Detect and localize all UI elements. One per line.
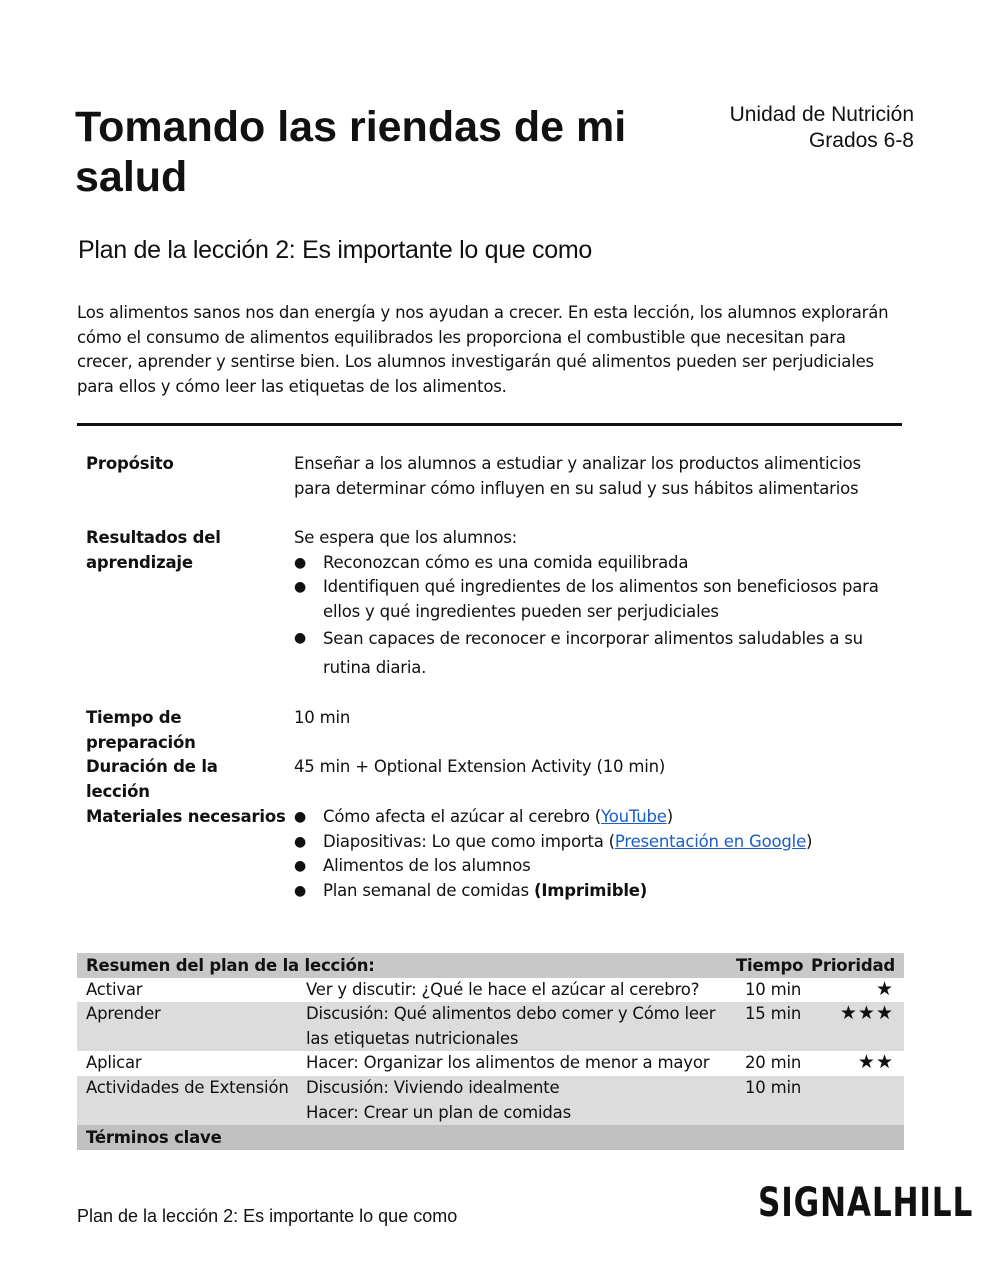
google-slides-link[interactable]: Presentación en Google [614, 831, 807, 851]
list-item: ● Alimentos de los alumnos [294, 854, 894, 879]
list-item: ● Sean capaces de reconocer e incorporar alimentos saludables a su rutina diaria. [294, 624, 894, 682]
grade-range: Grados 6-8 [808, 129, 914, 152]
lesson-subtitle: Plan de la lección 2: Es importante lo que como [78, 236, 592, 264]
summary-header: Resumen del plan de la lección: [86, 956, 375, 975]
prep-time-value: 10 min [294, 708, 351, 727]
purpose-label: Propósito [86, 454, 174, 473]
priority-column-header: Prioridad [811, 956, 895, 975]
footer-lesson-title: Plan de la lección 2: Es importante lo que como [77, 1206, 458, 1226]
outcomes-list [294, 551, 894, 683]
priority-stars: ★★ [857, 1051, 894, 1073]
table-row: Actividades de Extensión Discusión: Viviendo idealmente Hacer: Crear un plan de comidas 10 min [77, 1076, 904, 1125]
table-row: Aprender Discusión: Qué alimentos debo comer y Cómo leer las etiquetas nutricionales 15 min ★★★ [77, 1002, 904, 1051]
youtube-link[interactable]: YouTube [601, 807, 667, 826]
materials-label: Materiales necesarios [86, 807, 286, 826]
lesson-summary-table [77, 953, 904, 1150]
duration-value: 45 min + Optional Extension Activity (10 min) [294, 757, 666, 776]
divider [77, 423, 902, 426]
unit-info [730, 102, 914, 154]
key-terms-row [77, 1125, 904, 1150]
list-item: ● Reconozcan cómo es una comida equilibrada [294, 551, 894, 576]
list-item: ● Plan semanal de comidas (Imprimible) [294, 879, 894, 904]
priority-stars: ★★★ [839, 1002, 894, 1024]
outcomes-label: Resultados del aprendizaje [86, 528, 221, 572]
priority-stars: ★ [875, 978, 894, 1000]
list-item: ● Cómo afecta el azúcar al cerebro (YouTube) [294, 805, 894, 830]
prep-time-label: Tiempo de preparación [86, 708, 196, 752]
signalhill-logo: SIGNALHILL [758, 1180, 974, 1226]
table-row: Activar Ver y discutir: ¿Qué le hace el azúcar al cerebro? 10 min ★ [77, 978, 904, 1002]
page-title: Tomando las riendas de mi salud [75, 103, 627, 201]
outcomes-intro: Se espera que los alumnos: [294, 528, 517, 547]
purpose-value: Enseñar a los alumnos a estudiar y analizar los productos alimenticios para determinar cómo influyen en su salud y sus hábitos alimentarios [294, 454, 861, 498]
materials-block [294, 805, 894, 903]
list-item: ● Diapositivas: Lo que como importa (Presentación en Google) [294, 830, 894, 855]
materials-list [294, 805, 894, 903]
key-terms-label: Términos clave [86, 1128, 222, 1147]
outcomes-block [294, 526, 894, 682]
unit-name: Unidad de Nutrición [729, 103, 914, 126]
list-item: ● Identifiquen qué ingredientes de los alimentos son beneficiosos para ellos y qué ingredientes pueden ser perjudiciales [294, 575, 894, 624]
table-header [77, 953, 904, 978]
intro-paragraph: Los alimentos sanos nos dan energía y nos ayudan a crecer. En esta lección, los alumnos explorarán cómo el consumo de alimentos equilibrados les proporciona el combustible que necesitan para crecer, aprender y sentirse bien. Los alumnos investigarán qué alimentos pueden ser perjudiciales para ellos y cómo leer las etiquetas de los alimentos. [77, 303, 889, 396]
time-column-header: Tiempo [736, 956, 804, 975]
printable-tag: (Imprimible) [534, 880, 648, 900]
duration-label: Duración de la lección [86, 757, 218, 801]
table-row: Aplicar Hacer: Organizar los alimentos de menor a mayor 20 min ★★ [77, 1051, 904, 1076]
